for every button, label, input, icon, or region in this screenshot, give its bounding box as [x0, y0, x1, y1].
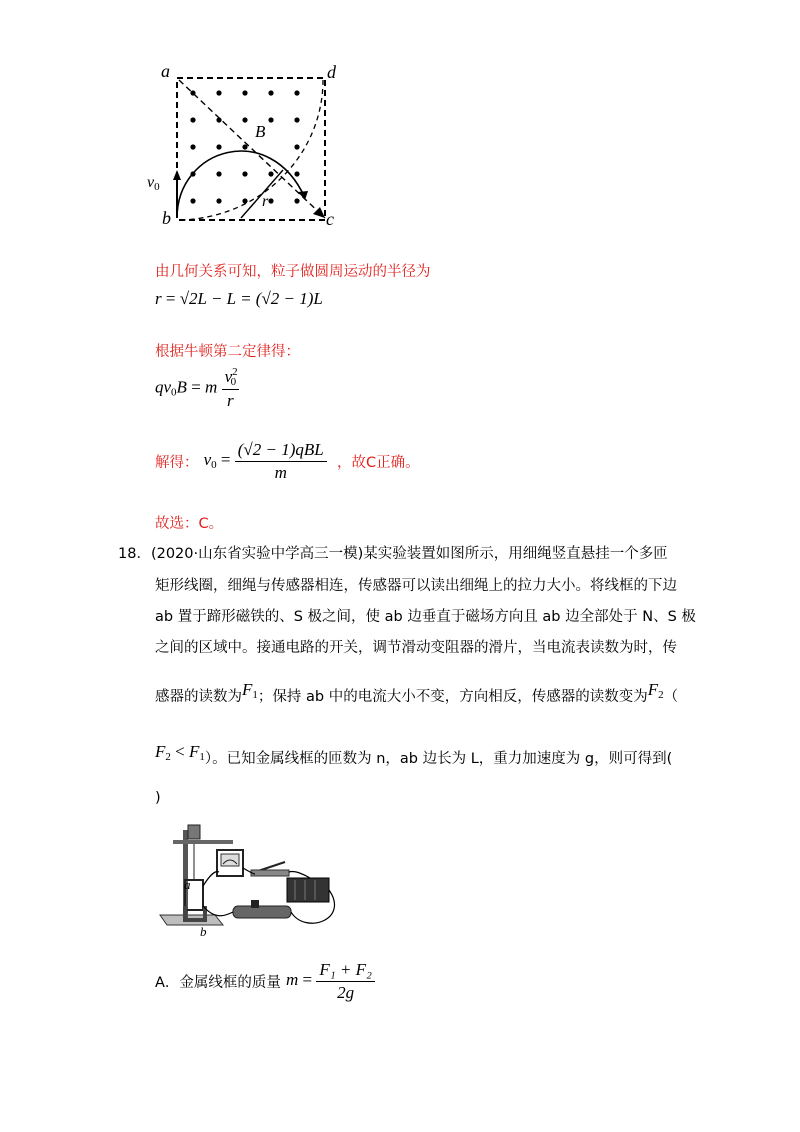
question-18-line-3: ab 置于蹄形磁铁的、S 极之间，使 ab 边垂直于磁场方向且 ab 边全部处于 N、S 极: [155, 609, 696, 625]
equation-newton: $qv_0B = m$ $\frac{v^2_0}{r}$: [155, 366, 238, 410]
question-18-line-6: $F_2 < F_1$）。已知金属线框的匝数为 n，ab 边长为 L，重力加速度为 g，则可得到(: [155, 742, 673, 767]
question-18-line-7: ): [155, 790, 161, 806]
option-a: A．金属线框的质量 m = $\frac{\text{F₁ + F₂}}{2g}$: [155, 960, 375, 1003]
corner-label-b: b: [162, 208, 171, 228]
velocity-arrowhead: [173, 170, 181, 180]
question-18-line-4: 之间的区域中。接通电路的开关，调节滑动变阻器的滑片，当电流表读数为时，传: [155, 640, 677, 656]
figure-magnetic-field-square: [145, 58, 355, 238]
particle-trajectory: [177, 151, 305, 218]
solve-line: 解得： $v_0$ = $\frac{\text{(√2 − 1)qBL}}{m}$ ，故C正确。: [155, 440, 420, 482]
question-18-line-5: 感器的读数为$F_1$；保持 ab 中的电流大小不变，方向相反，传感器的读数变为$F_2$（: [155, 680, 679, 705]
fraction-v0-result: $\frac{\text{(√2 − 1)qBL}}{m}$: [235, 440, 327, 483]
newton-law-text: 根据牛顿第二定律得：: [155, 344, 300, 360]
field-label-B: B: [255, 122, 266, 141]
fraction-v0sq-over-r: $\frac{v^2_0}{r}$: [222, 366, 240, 411]
question-18-line-1: 18．(2020·山东省实验中学高三一模)某实验装置如图所示，用细绳竖直悬挂一个多匝: [118, 546, 668, 562]
field-boundary: [177, 78, 325, 220]
dashed-arc: [177, 80, 323, 220]
stand-arm: [173, 840, 233, 844]
apparatus-label-a: a: [184, 877, 191, 892]
geometry-relation-text: 由几何关系可知，粒子做圆周运动的半径为: [155, 264, 431, 280]
apparatus-label-b: b: [200, 924, 207, 939]
rheostat: [233, 906, 291, 918]
equation-radius: r = √2L − L = (√2 − 1)L: [155, 289, 323, 308]
fraction-mass: $\frac{\text{F₁ + F₂}}{2g}$: [316, 960, 375, 1003]
trajectory-arrowhead: [298, 191, 308, 200]
velocity-label: $v_0$: [147, 174, 160, 193]
radius-label-r: r: [262, 193, 269, 210]
corner-label-a: a: [161, 61, 170, 81]
question-18-line-2: 矩形线圈，细绳与传感器相连，传感器可以读出细绳上的拉力大小。将线框的下边: [155, 578, 677, 594]
battery-pack: [287, 878, 329, 902]
diagonal-arrowhead: [313, 207, 325, 218]
corner-label-d: d: [327, 62, 336, 82]
corner-label-c: c: [326, 209, 334, 229]
answer-choice-text: 故选：C。: [155, 516, 224, 532]
field-dots: [190, 90, 299, 203]
force-sensor: [188, 825, 200, 839]
